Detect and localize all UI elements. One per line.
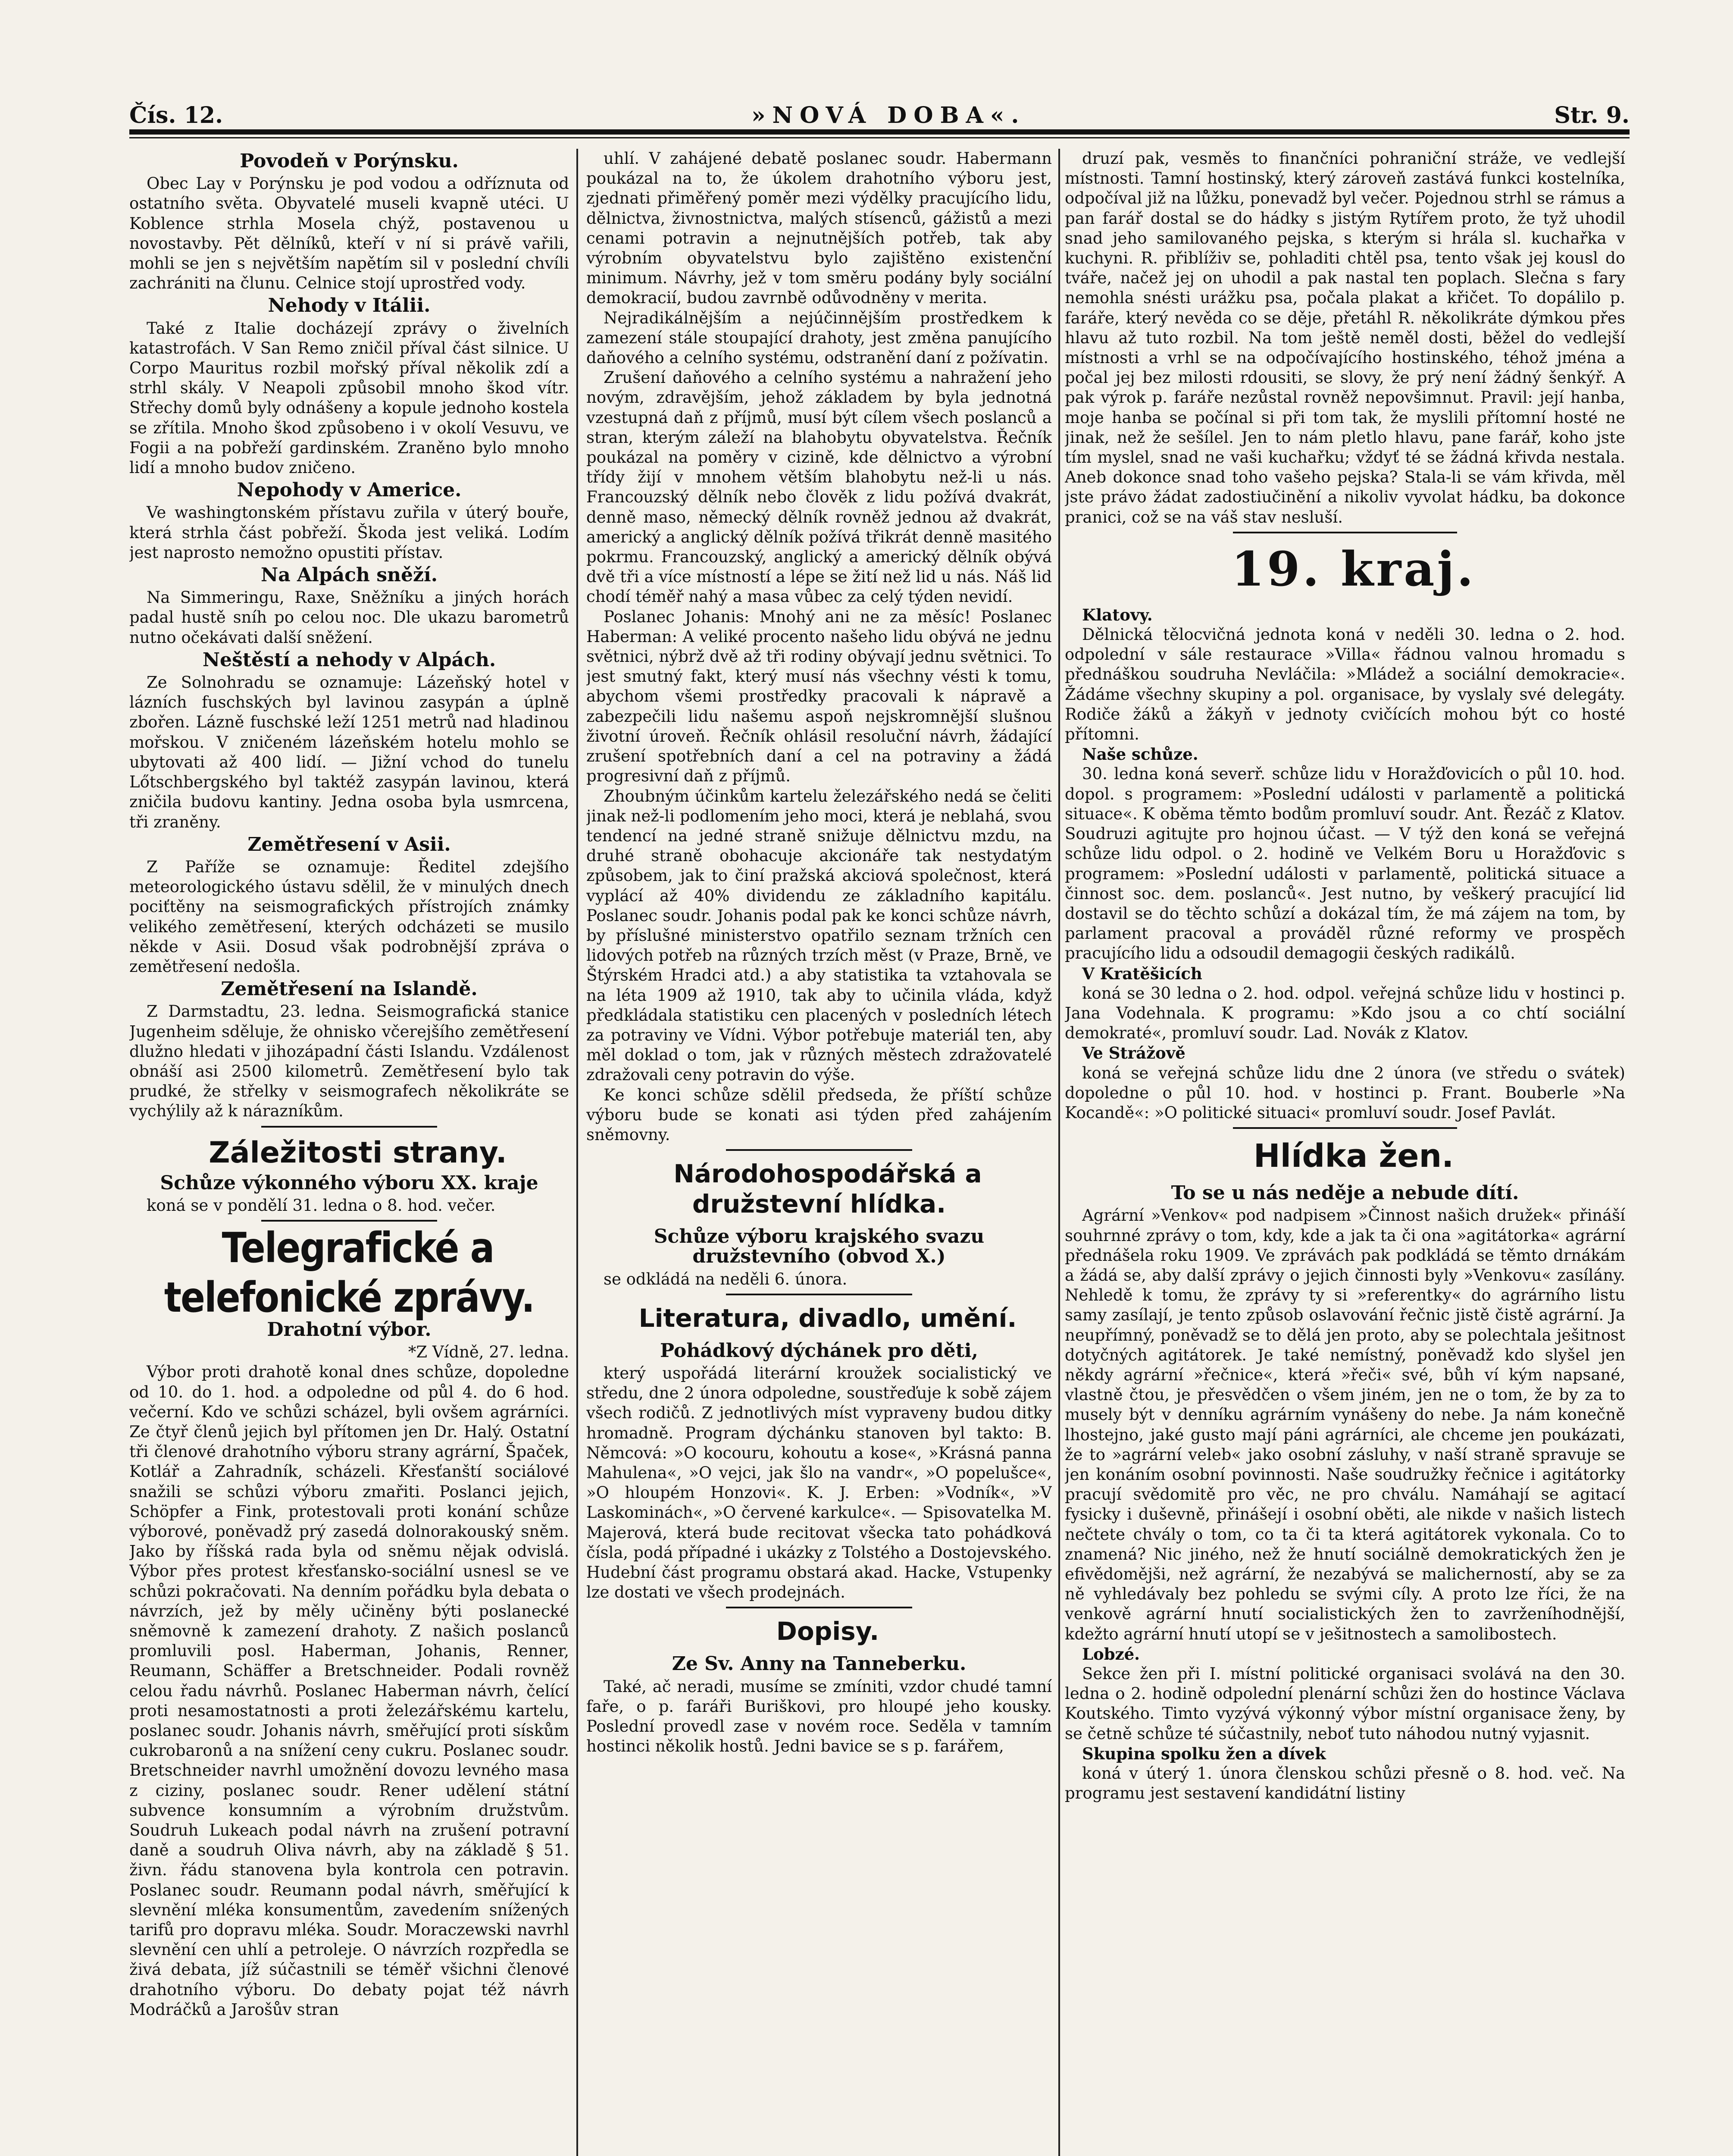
article-text: Obec Lay v Porýnsku je pod vodou a odříznuta od ostatního světa. Obyvatelé museli kvapně utéci. U Koblence strhla Mosela chýž, postavenou u novostavby. Pět dělníků, kteří v ní si právě vařili, mohli se jen s největším napětím sil v poslední chvíli zachrániti na člunu. Celnice stojí uprostřed vody.: [129, 174, 569, 293]
section-divider: [726, 1607, 912, 1608]
column-divider: [576, 149, 578, 2156]
masthead-title: »NOVÁ DOBA«.: [751, 102, 1026, 128]
headline: Zemětřesení v Asii.: [247, 833, 451, 856]
section-divider: [1233, 1127, 1457, 1129]
section-title: Záležitosti strany.: [209, 1135, 507, 1170]
article-text: koná se v pondělí 31. ledna o 8. hod. večer.: [147, 1196, 496, 1215]
article-text: Agrární »Venkov« pod nadpisem »Činnost našich družek« přináší souhrnné zprávy o tom, kdy, kde a jak ta či ona »agitátorka« agrární přednášela roku 1909. Ve zprávách pak podkládá se těmto drnákám a žádá se, aby další zprávy o jejich činnosti byly »Venkovu« zasílány. Nehledě k tomu, že zprávy ty si »referentky« do agrárního listu samy zasílají, je tento způsob oslavování řečnic jistě čistě agrární. Ja neupřímný, poněvadž se to dělá jen proto, aby se polechtala ješitnost dotyčných agitátorek. Je také nemístný, poněvadž kdo slyšel jen někdy agrární »řečnice«, která »řeči« své, bůh ví kým napsané, vlastně čtou, je přesvědčen o všem jiném, jen ne o tom, že by za to musely být v denníku agrárním vynášeny do nebe. Ja nám konečně lhostejno, jaké gusto mají páni agrárníci, ale chceme jen poukázati, že to »agrární veleb« jako osobní zásluhy, v naší straně spravuje se jen konáním osobní povinnosti. Naše soudružky řečnice i agitátorky pracují svědomitě pro věc, ne pro chválu. Namáhají se agitací fysicky i duševně, přinášejí i osobní oběti, ale nikde v našich listech nečtete chvály o tom, co ta či ta která agitátorek vykonala. Co to znamená? Nic jiného, než že hnutí sociálně demokratických žen je efivědomějši, než agrární, že nezabývá se malicherností, aby se za ně vyhledávaly bez pohledu se svými cíly. A proto lze říci, že na venkově agrární hnutí socialistických žen to zavrženíhodnější, kdežto agrární hnutí utopí se v ješitnostech a samolibostech.: [1065, 1206, 1625, 1643]
article-text: Ze Solnohradu se oznamuje: Lázeňský hotel v lázních fuschských byl lavinou zasypán a úplně zbořen. Lázně fuschské leží 1251 metrů nad hladinou mořskou. V zničeném lázeňském hotelu mohlo se ubytovati až 400 lidí. — Jižní vchod do tunelu Lőtschbergského byl taktéž zasypán lavinou, která zničila budovu kantiny. Jedna osoba byla usmrcena, tři zraněny.: [129, 673, 569, 831]
article-text: Na Simmeringu, Raxe, Sněžníku a jiných horách padal hustě sníh po celou noc. Dle ukazu barometrů nutno očekávati další sněžení.: [129, 588, 569, 647]
column-divider: [1058, 149, 1060, 2156]
headline: Nepohody v Americe.: [237, 479, 462, 501]
article-text: Z Paříže se oznamuje: Ředitel zdejšího meteorologického ústavu sdělil, že v minulých dnech pociťtěny na seismografických přístrojích známky velikého zemětřesení, kterých odcházeti se musilo někde v Asii. Dosud však podrobnější zpráva o zemětřesení nedošla.: [129, 857, 569, 976]
header-rule-thin: [129, 137, 1630, 138]
headline: To se u nás neděje a nebude dítí.: [1171, 1182, 1519, 1204]
article-text: Výbor proti drahotě konal dnes schůze, dopoledne od 10. do 1. hod. a odpoledne od půl 4. do 6 hod. večerní. Kdo ve schůzi scházel, byli ovšem agrárníci. Ze čtyř členů jejich byl přítomen jen Dr. Halý. Ostatní tři členové drahotního výboru strany agrární, Špaček, Kotlář a Zahradník, scházeli. Křesťanští sociálové snažili se schůzi výboru zmařiti. Poslanci jejich, Schöpfer a Fink, protestovali proti konání schůze výborové, poněvadž prý zasedá dolnorakouský sněm. Jako by říšská rada byla od sněmu nějak odvislá. Výbor přes protest křesťansko-sociální usnesl se ve schůzi pokračovati. Na denním pořádku byla debata o návrzích, jež by měly učiněny býti poslanecké sněmovně k zamezení drahoty. Z našich poslanců promluvili posl. Haberman, Johanis, Renner, Reumann, Schäffer a Bretschneider. Podali rovněž celou řadu návrhů. Poslanec Haberman návrh, čelící proti nesamostatnosti a proti železářskému kartelu, poslanec soudr. Johanis návrh, směřující proti sískům cukrobaronů a na snížení ceny cukru. Poslanec soudr. Bretschneider navrhl umožnění dovozu levného masa z ciziny, poslanec soudr. Rener udělení státní subvence konsumním a výrobním družstvům. Soudruh Lukeach podal návrh na zrušení potravní daně a soudruh Oliva návrh, aby na základě § 51. živn. řádu stanovena byla kontrola cen potravin. Poslanec soudr. Reumann podal návrh, směřující k slevnění mléka konsumentům, zavedením snížených tarifů pro dopravu mléka. Soudr. Moraczewski navrhl slevnění cen uhlí a petroleje. O návrzích rozpředla se živá debata, jíž súčastnili se téměř všichni členové drahotního výboru. Do debaty pojat též návrh Modráčků a Jarošův stran: [129, 1363, 569, 2019]
section-title: Telegrafické a telefonické zprávy.: [164, 1223, 535, 1322]
article-text: uhlí. V zahájené debatě poslanec soudr. Habermann poukázal na to, že úkolem drahotního výboru jest, zjednati přiměřený poměr mezi výdělky pracujícího lidu, dělnictva, živnostnictva, malých stísenců, gážistů a mezi cenami potravin a nejnutnějších potřeb, tak aby výrobním obyvatelstvu bylo zajištěno existenční minimum. Návrhy, jež v tom směru podány byly sociální demokracií, budou zavrnbě odůvodněny v merita.: [586, 149, 1052, 307]
headline: Ze Sv. Anny na Tanneberku.: [672, 1653, 967, 1675]
headline: Schůze výboru krajského svazu družstevního (obvod X.): [654, 1225, 985, 1268]
article-text: koná v úterý 1. února členskou schůzi přesně o 8. hod. več. Na programu jest sestavení kandidátní listiny: [1065, 1764, 1625, 1803]
subheadline: Klatovy.: [1082, 605, 1153, 624]
subheadline: Skupina spolku žen a dívek: [1082, 1744, 1326, 1763]
article-text: druzí pak, vesměs to finančníci pohraniční stráže, ve vedlejší místnosti. Tamní hostinský, který zároveň zastává funkci kostelníka, odpočíval již na lůžku, ponevadž byl večer. Pojednou strhl se rámus a pan farář dostal se do hádky s jistým Rytířem proto, že tyž uhodil snad jeho samilovaného pejska, s kterým si hrála sl. kuchařka v kuchyni. R. přiblíživ se, pohladiti chtěl psa, tento však jej kousl do tváře, načež jej on uhodil a pak nastal ten poplach. Slečna s fary nemohla snésti urážku psa, počala plakat a křičet. To dopálilo p. faráře, který nevěda co se děje, přetáhl R. několikráte dýmkou přes hlavu až tuto rozbil. Na tom ještě neměl dosti, běžel do vedlejší místnosti a vrhl se na odpočívajícího hostinského, téhož jména a počal jej bez milosti rdousiti, se slovy, že prý není žádný šenkýř. A pak výrok p. faráře nezůstal rovněž nepovšimnut. Pravil: její hanba, moje hanba se počínal si při tom tak, že myslili přítomní hosté ne jinak, než že sešílel. Jen to nám pletlo hlavu, pane farář, koho jste tím myslel, snad ne vaši kuchařku; vždyť té se žádná křivda nestala. Aneb dokonce snad toho vašeho pejska? Stala-li se vám křivda, měl jste právo žádat zadostiučinění a nikoliv vyvolat hádku, ba dokonce pranici, což se na váš stav nesluší.: [1065, 149, 1625, 526]
subheadline: Naše schůze.: [1082, 745, 1198, 764]
headline: Drahotní výbor.: [267, 1318, 432, 1341]
headline: Pohádkový dýchánek pro děti,: [660, 1339, 978, 1362]
dateline: *Z Vídně, 27. ledna.: [408, 1343, 569, 1362]
article-text: Dělnická tělocvičná jednota koná v neděli 30. ledna o 2. hod. odpolední v sále restaurace »Villa« řádnou valnou hromadu s přednáškou soudruha Nevláčila: »Mládež a sociální demokracie«. Žádáme všechny skupiny a pol. organisace, by vyslaly své delegáty. Rodiče žáků a žákyň v jednoty cvičících mohou být co hosté přítomni.: [1065, 625, 1625, 744]
headline: Na Alpách sněží.: [260, 564, 438, 586]
headline: Schůze výkonného výboru XX. kraje: [160, 1172, 538, 1194]
section-divider: [261, 1126, 437, 1128]
headline: Povodeň v Porýnsku.: [240, 150, 459, 172]
column-3: [1065, 149, 1625, 2156]
article-text: se odkládá na neděli 6. února.: [604, 1269, 848, 1288]
article-text: Sekce žen při I. místní politické organisaci svolává na den 30. ledna o 2. hodině odpolední plenární schůzi žen do hostince Václava Koutského. Timto vyzývá výkonný výbor místní organisace ženy, by se četně schůze té súčastnily, neboť tuto náhodou nutný vyjasnit.: [1065, 1664, 1625, 1743]
article-text: Z Darmstadtu, 23. ledna. Seismografická stanice Jugenheim sděluje, že ohnisko včerejšího zemětřesení dlužno hledati v jihozápadní části Islandu. Vzdálenost obnáší asi 2500 kilometrů. Zemětřesení bylo tak prudké, že střelky v seismografech několikráte se vychýlily až k nárazníkům.: [129, 1002, 569, 1121]
page-number: Str. 9.: [1554, 102, 1630, 128]
article-text: Také, ač neradi, musíme se zmíniti, vzdor chudé tamní faře, o p. faráři Buriškovi, pro hloupé jeho kousky. Poslední provedl zase v novém roce. Seděla v tamním hostinci několik hostů. Jedni bavice se s p. farářem,: [586, 1677, 1052, 1756]
column-2: [586, 149, 1052, 2156]
article-text: 30. ledna koná severř. schůze lidu v Horažďovicích o půl 10. hod. dopol. s programem: »Poslední události v parlamentě a politická situace«. K oběma těmto bodům promluví soudr. Ant. Řezáč z Klatov. Soudruzi agitujte pro hojnou účast. — V týž den koná se veřejná schůze lidu odpol. o 2. hodině ve Velkém Boru u Horažďovic s programem: »Poslední události v parlamentě, politická situace a činnost soc. dem. poslanců«. Jest nutno, by veškerý pracující lid dostavil se do těchto schůzí a dokázal tím, že má zájem na tom, by parlament pracoval a prováděl různé reformy ve prospěch pracujícího lidu a odsoudil demagogii českých radikálů.: [1065, 765, 1625, 963]
issue-number: Čís. 12.: [129, 102, 223, 128]
headline: Neštěstí a nehody v Alpách.: [202, 649, 496, 671]
section-title: Národohospodářská a družstevní hlídka.: [673, 1159, 982, 1219]
article-text: Nejradikálnějším a nejúčinnějším prostředkem k zamezení stále stoupající drahoty, jest změna panujícího daňového a celního systému, odstranění daní z požívatin.: [586, 308, 1052, 367]
article-text: Zhoubným účinkům kartelu železářského nedá se čeliti jinak než-li podlomením jeho moci, která je neblahá, svou tendencí na jedné straně snižuje dělnictvu mzdu, na druhé straně obohacuje akcionáře tak nestydatým způsobem, jak to činí pražská akciová společnost, která vyplácí až 40% dividendu ze základního kapitálu. Poslanec soudr. Johanis podal pak ke konci schůze návrh, by příslušné ministerstvo opatřilo seznam tržních cen lidových potřeb na různých trzích měst (v Praze, Brně, ve Štýrském Hradci atd.) a aby statistika ta vztahovala se na léta 1909 až 1910, tak aby to učinila vláda, když předkládala statistiku cen placených v posledních létech za potraviny ve Vídni. Výbor potřebuje materiál ten, aby měl doklad o tom, jak v různých městech zdražovatelé zdražovali ceny potravin do výše.: [586, 787, 1052, 1084]
section-title: Hlídka žen.: [1253, 1138, 1454, 1175]
section-title: Dopisy.: [776, 1617, 879, 1646]
article-text: Ve washingtonském přístavu zuřila v úterý bouře, která strhla část pobřeží. Škoda jest veliká. Lodím jest naprosto nemožno opustiti přístav.: [129, 503, 569, 562]
subheadline: Lobzé.: [1082, 1644, 1140, 1664]
article-text: Ke konci schůze sdělil předseda, že příští schůze výboru bude se konati asi týden před zahájením sněmovny.: [586, 1085, 1052, 1144]
article-text: koná se veřejná schůze lidu dne 2 února (ve středu o svátek) dopoledne o půl 10. hod. v hostinci p. Frant. Bouberle »Na Kocandě«: »O politické situaci« promluví soudr. Josef Pavlát.: [1065, 1063, 1625, 1122]
header-rule: [129, 129, 1630, 135]
headline: Nehody v Itálii.: [268, 295, 431, 317]
subheadline: V Kratěšicích: [1082, 964, 1202, 983]
article-text: Poslanec Johanis: Mnohý ani ne za měsíc! Poslanec Haberman: A veliké procento našeho lidu obývá ne jednu světnici, nýbrž dvě až tři rodiny obývají jednu světnici. To jest smutný fakt, který musí nás všechny vésti k tomu, abychom všemi prostředky pracovali k nápravě a zabezpečili lidu našemu aspoň nejskromnější slušnou životní úroveň. Řečník ohlásil resoluční návrh, žádající zrušení spotřebních daní a cel na potraviny a žádá progresivní daň z příjmů.: [586, 607, 1052, 786]
subheadline: Ve Strážově: [1082, 1044, 1186, 1063]
section-divider: [726, 1149, 912, 1151]
article-text: Zrušení daňového a celního systému a nahražení jeho novým, zdravějším, jehož základem by byla jednotná vzestupná daň z příjmů, musí být cílem všech poslanců a stran, kterým záleží na blahobytu obyvatelstva. Řečník poukázal na poměry v cizině, kde dělnictvo a výrobní třídy žijí v mnohem větším blahobytu než-li u nás. Francouzský dělník nebo člověk z lidu požívá dvakrát, denně maso, německý dělník rovněž jednou až dvakrát, americký a anglický dělník požívá třikrát denně masitého pokrmu. Francouzský, anglický a americký dělník obývá dvě tři a více místností a lépe se žití než lid u nás. Náš lid chodí téměř nahý a masa vůbec za celý týden nevidí.: [586, 368, 1052, 606]
article-text: Také z Italie docházejí zprávy o živelních katastrofách. V San Remo zničil příval část silnice. U Corpo Mauritus rozbil mořský příval několik zdí a strhl skály. V Neapoli způsobil mnoho škod vítr. Střechy domů byly odnášeny a kopule jednoho kostela se zřítila. Mnoho škod způsobeno i v okolí Vesuvu, ve Fogii a na pobřeží gardinském. Zraněno bylo mnoho lidí a mnoho budov zničeno.: [129, 319, 569, 477]
section-divider: [1233, 532, 1457, 533]
section-divider: [261, 1220, 437, 1222]
page-header: [129, 85, 1630, 128]
section-title: 19. kraj.: [1231, 541, 1476, 597]
section-title: Literatura, divadlo, umění.: [638, 1303, 1017, 1333]
column-1: [129, 149, 569, 2156]
article-text: který uspořádá literární kroužek socialistický ve středu, dne 2 února odpoledne, soustřeďuje k sobě zájem všech rodičů. Z jednotlivých míst vypraveny budou ditky hromadně. Program dýchánku stanoven byl takto: B. Němcová: »O kocouru, kohoutu a kose«, »Krásná panna Mahulena«, »O vejci, jak šlo na vandr«, »O popelušce«, »O hloupém Honzovi«. K. J. Erben: »Vodník«, »V Laskominách«, »O červené karkulce«. — Spisovatelka M. Majerová, která bude recitovat všecka tato pohádková čísla, podá případné i ukázky z Tolstého a Dostojevského. Hudební část programu obstará akad. Hacke, Vstupenky lze dostati ve všech prodejnách.: [586, 1363, 1052, 1602]
section-divider: [726, 1294, 912, 1295]
article-text: koná se 30 ledna o 2. hod. odpol. veřejná schůze lidu v hostinci p. Jana Vodehnala. K programu: »Kdo jsou a co chtí sociální demokraté«, promluví soudr. Lad. Novák z Klatov.: [1065, 984, 1625, 1043]
headline: Zemětřesení na Islandě.: [221, 978, 478, 1000]
